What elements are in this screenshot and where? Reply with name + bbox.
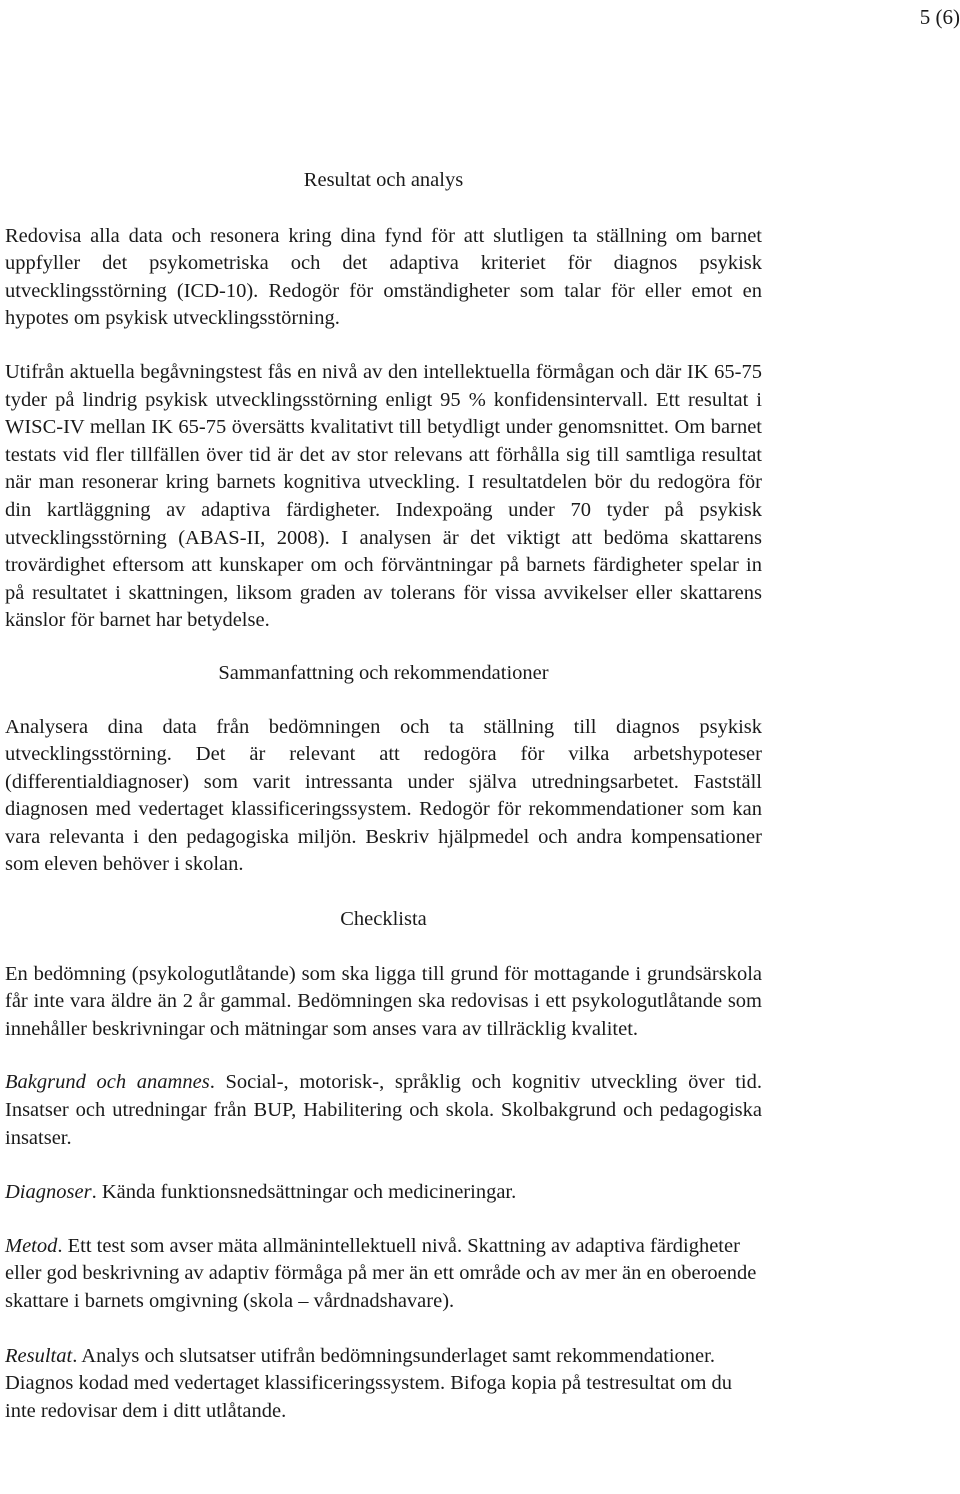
checklist-term: Bakgrund och anamnes (5, 1071, 210, 1094)
section-heading-sammanfattning: Sammanfattning och rekommendationer (218, 661, 549, 684)
checklist-item-resultat (5, 1343, 762, 1426)
page-number: 5 (6) (919, 5, 960, 29)
paragraph-sammanfattning: Analysera dina data från bedömningen och ta ställning till diagnos psykisk utvecklingsstörning. Det är relevant att redogöra för vilka arbetshypoteser (differentialdiagnoser) som varit intressanta under själva utredningsarbetet. Fastställ diagnosen med vedertaget klassificeringssystem. Redogör för rekommendationer som kan vara relevanta i den pedagogiska miljön. Beskriv hjälpmedel och andra kompensationer som eleven behöver i skolan. (5, 715, 762, 876)
checklist-item-diagnoser (5, 1179, 762, 1207)
checklist-term: Diagnoser (5, 1181, 92, 1204)
checklist-term: Resultat (5, 1344, 73, 1367)
paragraph-resultat-analys: Utifrån aktuella begåvningstest fås en nivå av den intellektuella förmågan och där IK 65-75 tyder på lindrig psykisk utvecklingsstörning enligt 95 % konfidensintervall. Ett resultat i WISC-IV mellan IK 65-75 översätts kvalitativt till betydligt under genomsnittet. Om barnet testats vid fler tillfällen över tid är det av stor relevans att förhålla sig till samtliga resultat när man resonerar kring barnets kognitiva utveckling. I resultatdelen bör du redogöra för din kartläggning av adaptiva färdigheter. Indexpoäng under 70 tyder på psykisk utvecklingsstörning (ABAS-II, 2008). I analysen är det viktigt att bedöma skattarens trovärdighet eftersom att kunskaper om och förväntningar på barnets färdigheter spelar in på resultatet i skattningen, liksom graden av tolerans för vissa avvikelser eller skattarens känslor för barnet har betydelse. (5, 360, 762, 632)
paragraph-resultat-intro: Redovisa alla data och resonera kring dina fynd för att slutligen ta ställning om barnet uppfyller det psykometriska och det adaptiva kriteriet för diagnos psykisk utvecklingsstörning (ICD-10). Redogör för omständigheter som talar för eller emot en hypotes om psykisk utvecklingsstörning. (5, 224, 762, 330)
checklist-text: . Kända funktionsnedsättningar och medicineringar. (91, 1181, 517, 1204)
checklist-item-bakgrund (5, 1069, 762, 1152)
paragraph-checklista-intro: En bedömning (psykologutlåtande) som ska ligga till grund för mottagande i grundsärskola får inte vara äldre än 2 år gammal. Bedömningen ska redovisas i ett psykologutlåtande som innehåller beskrivningar och mätningar som anses vara av tillräcklig kvalitet. (5, 962, 762, 1040)
section-heading-resultat: Resultat och analys (303, 169, 464, 191)
document-body (5, 167, 762, 1425)
section-heading-checklista: Checklista (340, 908, 427, 931)
checklist-text: . Ett test som avser mäta allmänintellektuell nivå. Skattning av adaptiva färdigheter eller god beskrivning av adaptiv förmåga på mer än ett område och av mer än en oberoende skattare i barnets omgivning (skola – vårdnadshavare). (5, 1234, 757, 1312)
checklist-text: . Analys och slutsatser utifrån bedömningsunderlaget samt rekommendationer. Diagnos kodad med vedertaget klassificeringssystem. Bifoga kopia på testresultat om du inte redovisar dem i ditt utlåtande. (5, 1344, 733, 1422)
checklist-item-metod (5, 1233, 762, 1316)
checklist-term: Metod (5, 1234, 58, 1257)
checklist-text: . Social-, motorisk-, språklig och kognitiv utveckling över tid. Insatser och utredningar från BUP, Habilitering och skola. Skolbakgrund och pedagogiska insatser. (5, 1071, 762, 1149)
